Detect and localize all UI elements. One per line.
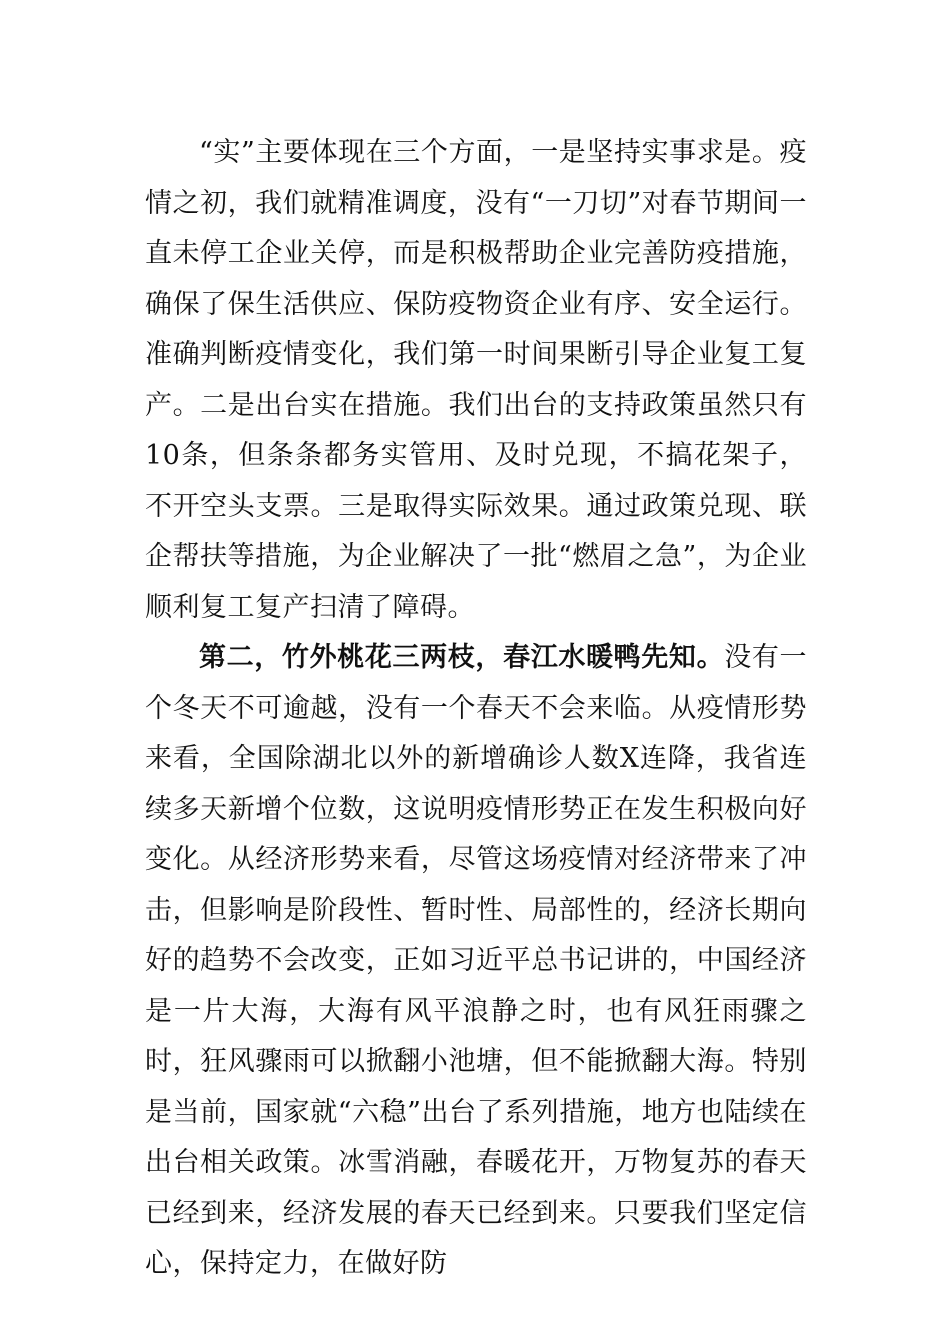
paragraph-text: “实”主要体现在三个方面，一是坚持实事求是。疫情之初，我们就精准调度，没有“一刀切”对春节期间一直未停工企业关停，而是积极帮助企业完善防疫措施，确保了保生活供应、保防疫物资企业有序、安全运行。准确判断疫情变化，我们第一时间果断引导企业复工复产。二是出台实在措施。我们出台的支持政策虽然只有10条，但条条都务实管用、及时兑现，不搞花架子，不开空头支票。三是取得实际效果。通过政策兑现、联企帮扶等措施，为企业解决了一批“燃眉之急”，为企业顺利复工复产扫清了障碍。 (145, 137, 807, 623)
document-body (145, 128, 807, 1290)
paragraph-shi (145, 128, 807, 633)
paragraph-heading: 第二，竹外桃花三两枝，春江水暖鸭先知。 (199, 642, 725, 673)
paragraph-text: 没有一个冬天不可逾越，没有一个春天不会来临。从疫情形势来看，全国除湖北以外的新增确诊人数X连降，我省连续多天新增个位数，这说明疫情形势正在发生积极向好变化。从经济形势来看，尽管这场疫情对经济带来了冲击，但影响是阶段性、暂时性、局部性的，经济长期向好的趋势不会改变，正如习近平总书记讲的，中国经济是一片大海，大海有风平浪静之时，也有风狂雨骤之时，狂风骤雨可以掀翻小池塘，但不能掀翻大海。特别是当前，国家就“六稳”出台了系列措施，地方也陆续在出台相关政策。冰雪消融，春暖花开，万物复苏的春天已经到来，经济发展的春天已经到来。只要我们坚定信心，保持定力，在做好防 (145, 642, 808, 1279)
paragraph-second (145, 633, 807, 1290)
